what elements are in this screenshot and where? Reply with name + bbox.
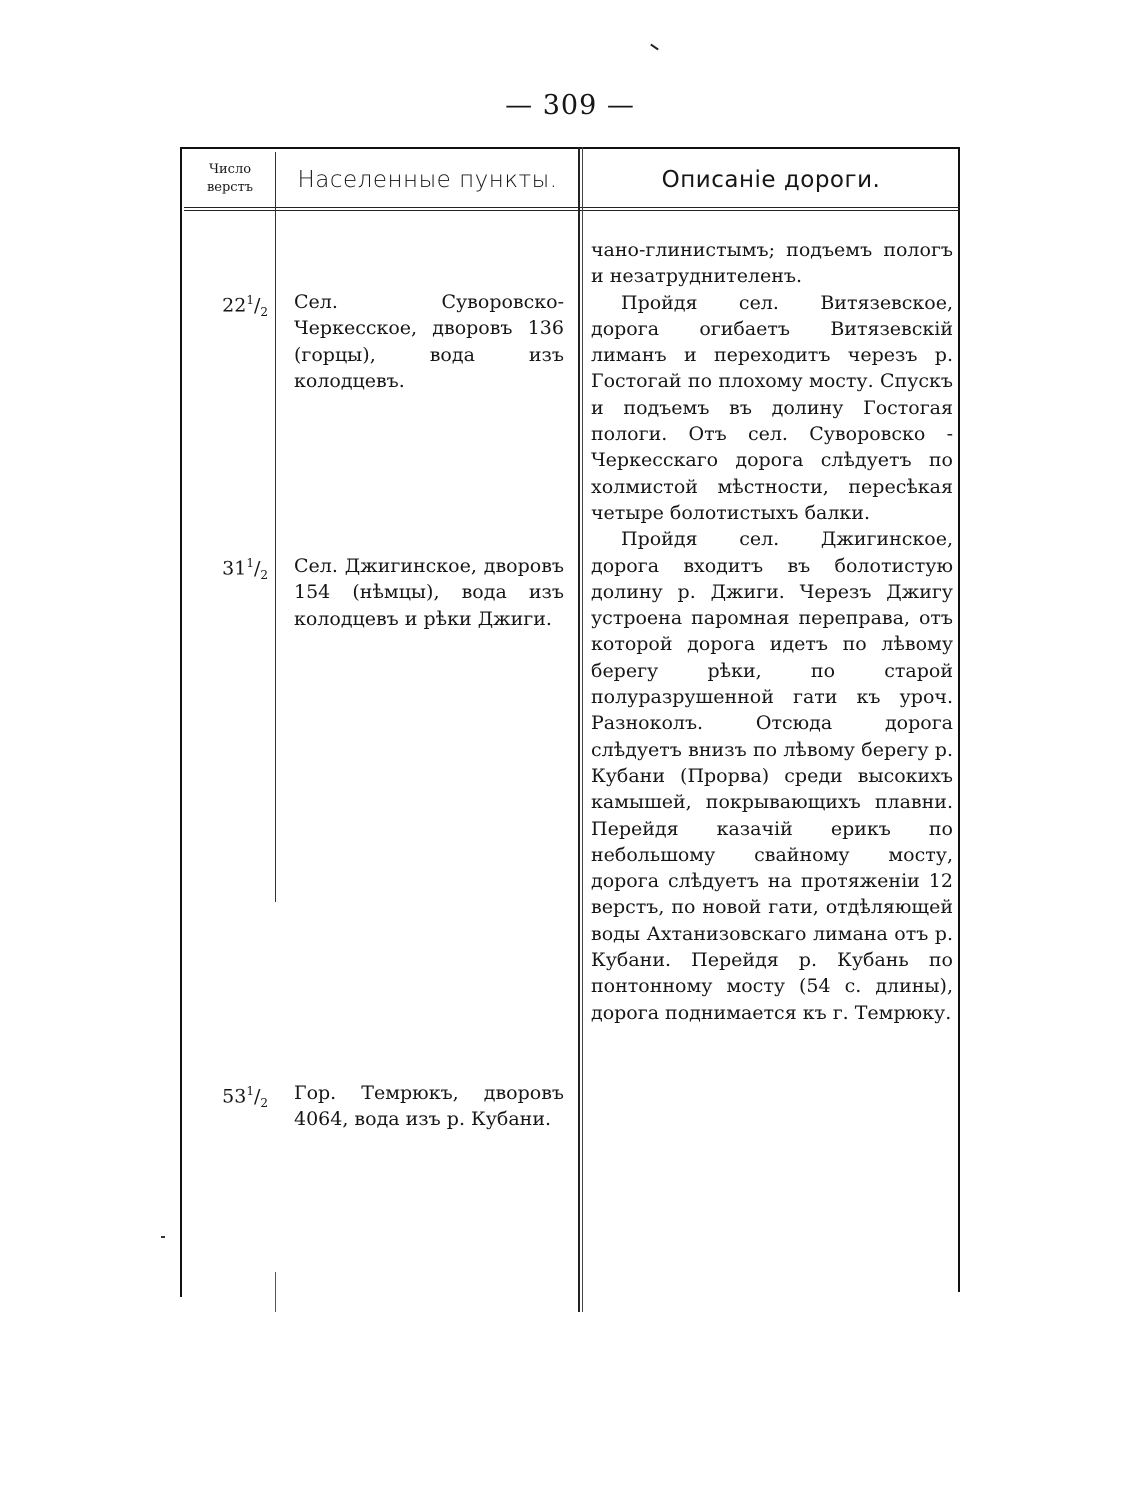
verst-value: $31^1/_2$ bbox=[222, 556, 268, 583]
road-paragraph: Пройдя сел. Витязевское, дорога огибаетъ Витязевскій лиманъ и переходитъ черезъ р. Гостогай по плохому мосту. Спускъ и подъемъ въ долину Гостогая пологи. Отъ сел. Суворовско - Черкесскаго дорога слѣдуетъ по холмистой мѣстности, пересѣкая четыре болотистыхъ балки. bbox=[591, 291, 953, 524]
table-border-top bbox=[180, 147, 960, 149]
verst-value: $22^1/_2$ bbox=[222, 293, 268, 320]
header-versts-line1: Число bbox=[208, 162, 252, 177]
table-border-left bbox=[180, 147, 182, 1297]
road-paragraph: Пройдя сел. Джигинское, дорога входитъ въ болотистую долину р. Джиги. Черезъ Джигу устроена паромная переправа, отъ которой дорога идетъ по лѣвому берегу рѣки, по старой полуразрушенной гати къ уроч. Разноколъ. Отсюда дорога слѣдуетъ внизъ по лѣвому берегу р. Кубани (Прорва) среди высокихъ камышей, покрывающихъ плавни. Перейдя казачій ерикъ по небольшому свайному мосту, дорога слѣдуетъ на протяженіи 12 верстъ, по новой гати, отдѣляющей воды Ахтанизовскаго лимана отъ р. Кубани. Перейдя р. Кубань по понтонному мосту (54 с. длины), дорога поднимается къ г. Темрюку. bbox=[591, 528, 953, 1024]
road-description bbox=[591, 237, 953, 1026]
place-entry: Сел. Суворовско-Черкесское, дворовъ 136 (горцы), вода изъ колодцевъ. bbox=[294, 291, 564, 392]
place-entry: Гор. Темрюкъ, дворовъ 4064, вода изъ р. Кубани. bbox=[294, 1082, 564, 1131]
print-mark bbox=[161, 1236, 165, 1238]
verst-fraction-denominator: 2 bbox=[260, 568, 268, 583]
route-table bbox=[180, 147, 960, 1295]
verst-fraction-numerator: 1 bbox=[246, 1084, 254, 1098]
road-paragraph: чано-глинистымъ; подъемъ пологъ и незатруднителенъ. bbox=[591, 239, 953, 288]
print-mark bbox=[650, 44, 659, 51]
column-divider bbox=[275, 1272, 276, 1312]
verst-fraction-denominator: 2 bbox=[260, 305, 268, 320]
place-entry: Сел. Джигинское, дворовъ 154 (нѣмцы), вода изъ колодцевъ и рѣки Джиги. bbox=[294, 555, 564, 630]
header-versts-line2: верстъ bbox=[206, 180, 254, 195]
column-divider bbox=[578, 147, 580, 1312]
verst-fraction-denominator: 2 bbox=[260, 1096, 268, 1111]
column-divider bbox=[275, 152, 276, 902]
column-divider bbox=[582, 147, 583, 1312]
verst-fraction-numerator: 1 bbox=[246, 293, 254, 307]
verst-whole: 31 bbox=[222, 557, 247, 580]
header-rule bbox=[184, 207, 960, 208]
header-versts bbox=[198, 161, 262, 197]
verst-value: $53^1/_2$ bbox=[222, 1084, 268, 1111]
verst-fraction-numerator: 1 bbox=[246, 556, 254, 570]
table-border-right bbox=[958, 147, 960, 1292]
header-places: Населенные пункты. bbox=[297, 167, 558, 193]
page-number: — 309 — bbox=[505, 90, 635, 121]
header-road: Описаніе дороги. bbox=[661, 167, 881, 193]
verst-whole: 53 bbox=[222, 1085, 247, 1108]
header-rule bbox=[184, 210, 960, 211]
verst-whole: 22 bbox=[222, 294, 247, 317]
